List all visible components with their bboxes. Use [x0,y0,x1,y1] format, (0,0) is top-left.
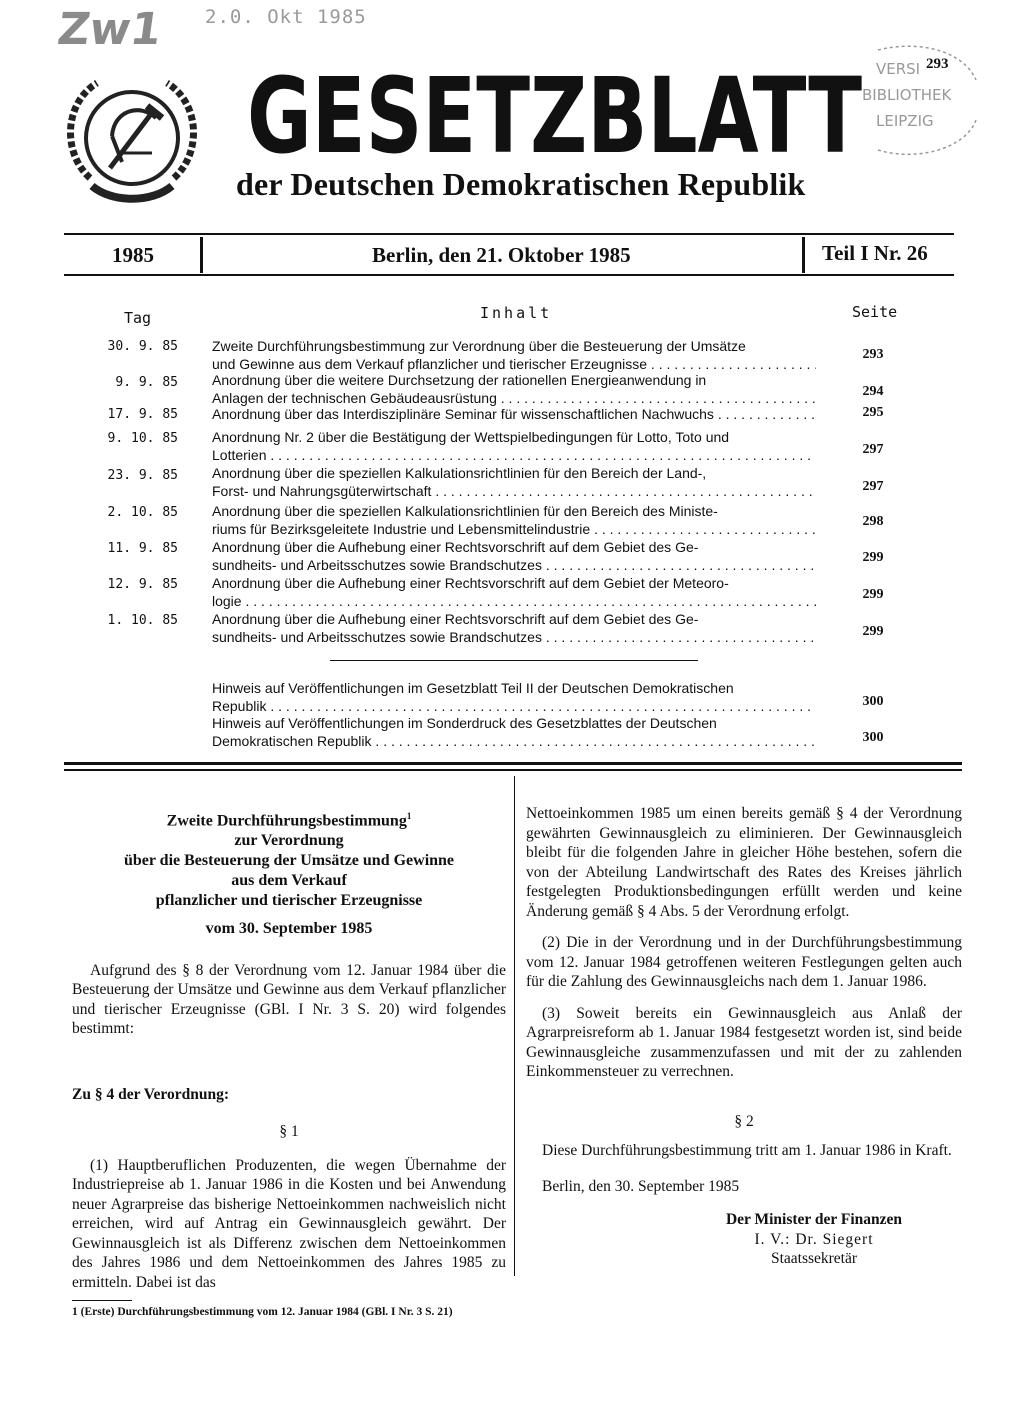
toc-entry-title-line2: und Gewinne aus dem Verkauf pflanzlicher und tierischer Erzeugnisse . . . [212,355,816,373]
article-title-line: über die Besteuerung der Umsätze und Gewinne [123,852,455,870]
article-date: vom 30. September 1985 [205,920,373,938]
toc-entry-title-line2: sundheits- und Arbeitsschutzes sowie Brandschutzes . . . [212,556,816,574]
toc-entry-page: 299 [862,550,884,565]
toc-note-line2: Demokratischen Republik . . . [212,732,816,750]
toc-entry-title-line1: Anordnung über die Aufhebung einer Rechtsvorschrift auf dem Gebiet des Ge- [212,539,699,555]
toc-entry-title-line2: logie . . . [212,592,816,610]
toc-col-page: Seite [852,303,898,321]
masthead-title-text: GESETZBLATT [247,55,863,164]
title-footnote-mark: 1 [406,811,412,821]
toc-entry-page: 297 [862,479,884,494]
toc-entry-page: 294 [862,384,884,399]
toc-note-title [212,714,816,750]
toc-note-page: 300 [862,694,884,709]
toc-entry-date: 2. 10. 85 [107,505,178,520]
signature-office: Der Minister der Finanzen [725,1211,903,1228]
article-title-line: aus dem Verkauf [231,872,347,890]
article-left-column [72,806,506,1319]
library-stamp-line-3: LEIPZIG [876,112,934,130]
toc-col-content: Inhalt [480,304,553,322]
toc-entry-date: 11. 9. 85 [107,541,178,556]
library-stamp [858,40,978,160]
footnote-text: (Erste) Durchführungsbestimmung vom 12. Januar 1984 (GBl. I Nr. 3 S. 21) [80,1306,453,1319]
toc-note-line2: Republik . . . [212,697,816,715]
toc-entry-title-line2: Anordnung über das Interdisziplinäre Seminar für wissenschaftlichen Nachwuchs . . . [212,405,816,423]
toc-entry-title-line2: Forst- und Nahrungsgüterwirtschaft . . . [212,482,816,500]
toc-note-line1: Hinweis auf Veröffentlichungen im Gesetzblatt Teil II der Deutschen Demokratischen [212,680,734,696]
toc-entry-title [212,574,816,610]
article-title-line: zur Verordnung [234,832,344,850]
toc-entry-date: 1. 10. 85 [107,613,178,628]
state-emblem-icon [52,58,212,218]
toc-entry-title-line2: sundheits- und Arbeitsschutzes sowie Brandschutzes . . . [212,628,816,646]
section-2-heading: § 2 [734,1112,754,1130]
toc-entry-page: 299 [862,624,884,639]
header-bottom-rule [64,274,954,276]
issue-part-number: Teil I Nr. 26 [822,241,928,265]
footnote [72,1305,506,1319]
toc-entry-title [212,464,816,500]
toc-entry-title-line2: riums für Bezirksgeleitete Industrie und Lebensmittelindustrie . . . [212,520,816,538]
article-title-line: pflanzlicher und tierischer Erzeugnisse [155,892,423,910]
toc-entry-title-line2: Anlagen der technischen Gebäudeausrüstung . . . [212,389,816,407]
toc-entry-title [212,405,816,423]
toc-col-date: Tag [124,309,152,327]
column-divider [514,776,515,1276]
library-stamp-line-1: VERSI [876,60,921,78]
section-1-heading: § 1 [279,1123,299,1141]
masthead-title [247,52,867,164]
page-number: 293 [926,56,949,72]
toc-entry-title [212,371,816,407]
section-1-para-2: (2) Die in der Verordnung und in der Durchführungsbestimmung vom 12. Januar 1984 getroffenen weiteren Festlegungen gelten auch für die Zahlung des Gewinnausgleichs nach dem 1. Januar 1986. [526,934,962,990]
signing-place-date: Berlin, den 30. September 1985 [542,1177,740,1195]
article-title-line: Zweite Durchführungsbestimmung [166,812,407,830]
toc-entry-title-line1: Anordnung Nr. 2 über die Bestätigung der Wettspielbedingungen für Lotto, Toto und [212,429,730,445]
issue-place-date: Berlin, den 21. Oktober 1985 [372,243,631,267]
header-divider-right [802,237,805,273]
toc-entry-page: 299 [862,587,884,602]
toc-entry-date: 9. 9. 85 [115,375,178,390]
article-title [72,806,506,911]
article-preamble: Aufgrund des § 8 der Verordnung vom 12. Januar 1984 über die Besteuerung der Umsätze und Gewinne aus dem Verkauf pflanzlicher und tierischer Erzeugnisse (GBl. I Nr. 3 S. 20) wird folgendes bestimmt: [72,961,506,1038]
signature-name: I. V.: Dr. Siegert [754,1230,874,1248]
issue-year: 1985 [112,243,154,267]
toc-note-title [212,679,816,715]
signature-role: Staatssekretär [770,1250,858,1267]
header-divider-left [200,237,203,273]
toc-entry-page: 295 [862,405,884,420]
toc-entry-title [212,502,816,538]
toc-entry-date: 9. 10. 85 [107,431,178,446]
section-1-para-1: (1) Hauptberuflichen Produzenten, die wegen Übernahme der Industriepreise ab 1. Januar 1986 in die Kosten und bei Anwendung neuer Agrarpreise das bisherige Nettoeinkommen nachweislich nicht erreichen, wird auf Antrag ein Gewinnausgleich gewährt. Der Gewinnausgleich ist als Differenz zwischen dem Nettoeinkommen des Jahres 1986 und dem Nettoeinkommen des Jahres 1985 zu ermitteln. Dabei ist das [72,1156,506,1291]
toc-entry-title-line1: Anordnung über die speziellen Kalkulationsrichtlinien für den Bereich der Land-, [212,465,707,481]
signature-block [526,1210,962,1269]
toc-entry-page: 297 [862,442,884,457]
toc-entry-title-line2: Lotterien . . . [212,446,816,464]
toc-entry-date: 23. 9. 85 [107,468,178,483]
received-date-stamp: 2.0. Okt 1985 [205,6,367,28]
toc-entry-title [212,538,816,574]
toc-entry-date: 30. 9. 85 [107,339,178,354]
toc-entry-page: 293 [862,347,884,362]
toc-separator [330,660,698,661]
section-1-para-1-cont: Nettoeinkommen 1985 um einen bereits gemäß § 4 der Verordnung gewährten Gewinnausgleich zu eliminieren. Der Gewinnausgleich bleibt für die folgenden Jahre in gleicher Höhe bestehen, sofern die von der Abteilung Landwirtschaft des Rates des Kreises jährlich festgelegten Produktionsbedingungen erfüllt werden und keine Änderung gemäß § 4 Abs. 5 der Verordnung erfolgt. [526,805,962,920]
footnote-mark: 1 [72,1306,78,1319]
toc-entry-date: 17. 9. 85 [107,407,178,422]
toc-entry-title-line1: Anordnung über die Aufhebung einer Rechtsvorschrift auf dem Gebiet der Meteoro- [212,575,729,591]
footnote-rule [72,1300,132,1301]
library-stamp-line-2: BIBLIOTHEK [862,86,952,104]
article-rule-top [64,762,962,765]
section-1-para-3: (3) Soweit bereits ein Gewinnausgleich aus Anlaß der Agrarpreisreform ab 1. Januar 1984 festgesetzt worden ist, sind beide Gewinnausgleiche zusammenzufassen und mit der zu zahlenden Einkommensteuer zu verrechnen. [526,1004,962,1080]
section-2-para: Diese Durchführungsbestimmung tritt am 1. Januar 1986 in Kraft. [542,1142,952,1159]
toc-entry-title-line1: Anordnung über die speziellen Kalkulationsrichtlinien für den Bereich des Ministe- [212,503,718,519]
toc-entry-title-line1: Anordnung über die Aufhebung einer Rechtsvorschrift auf dem Gebiet des Ge- [212,611,699,627]
toc-entry-title-line1: Anordnung über die weitere Durchsetzung der rationellen Energieanwendung in [212,372,707,388]
header-top-rule [64,233,954,235]
toc-entry-title [212,337,816,373]
toc-entry-title [212,610,816,646]
article-right-column [526,804,962,1269]
article-subheading: Zu § 4 der Verordnung: [72,1085,230,1103]
toc-entry-title [212,428,816,464]
toc-note-page: 300 [862,730,884,745]
masthead-subtitle: der Deutschen Demokratischen Republik [236,166,806,202]
toc-entry-date: 12. 9. 85 [107,577,178,592]
article-rule-bottom [64,769,962,771]
toc-note-line1: Hinweis auf Veröffentlichungen im Sonderdruck des Gesetzblattes der Deutschen [212,715,717,731]
toc-entry-page: 298 [862,514,884,529]
handwritten-mark: Zw1 [54,4,165,55]
toc-entry-title-line1: Zweite Durchführungsbestimmung zur Verordnung über die Besteuerung der Umsätze [212,338,746,354]
